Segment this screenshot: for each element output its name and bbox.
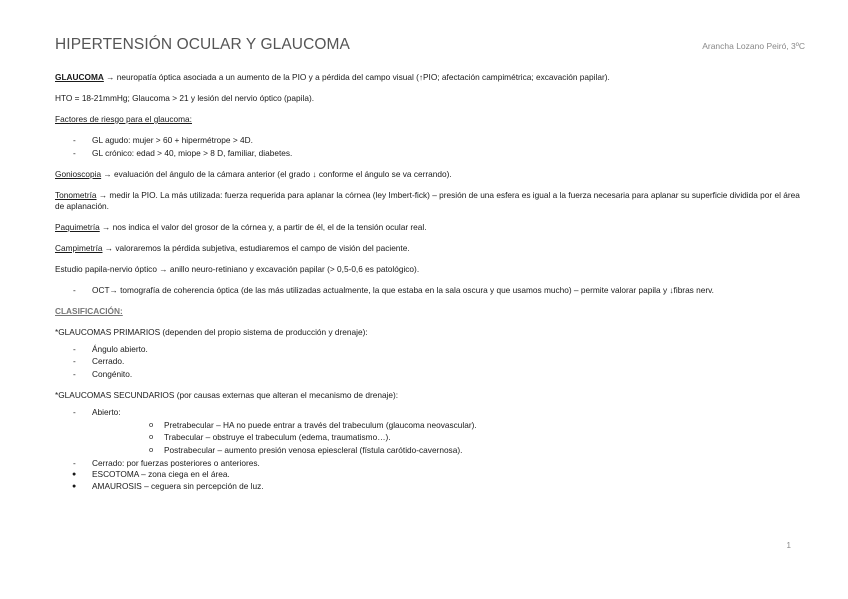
estudio-papila-line: Estudio papila-nervio óptico → anillo neuro-retiniano y excavación papilar (> 0,5-0,6 es patológico). [55, 263, 420, 274]
list-item: - GL crónico: edad > 40, miope > 8 D, familiar, diabetes. [55, 148, 805, 159]
oct-list [55, 285, 805, 296]
paquimetria-term: Paquimetría [55, 221, 100, 232]
campimetria-term: Campimetría [55, 242, 103, 253]
list-item: ● AMAUROSIS – ceguera sin percepción de luz. [55, 481, 805, 492]
campimetria-paragraph [55, 243, 805, 254]
tonometria-term: Tonometría [55, 189, 97, 200]
page-title: HIPERTENSIÓN OCULAR Y GLAUCOMA [55, 36, 350, 53]
list-item: - Ángulo abierto. [55, 344, 805, 355]
tonometria-text: → medir la PIO. La más utilizada: fuerza requerida para aplanar la córnea (ley Imbert-fick) – presión de una esfera es igual a la fuerza necesaria para aplanar su superficie dividida por el área de aplanación. [55, 189, 800, 211]
list-item: - Congénito. [55, 369, 805, 380]
risk-heading: Factores de riesgo para el glaucoma: [55, 114, 192, 124]
campimetria-text: → valoraremos la pérdida subjetiva, estudiaremos el campo de visión del paciente. [102, 242, 410, 253]
sub-list-item: o Postrabecular – aumento presión venosa epiescleral (fístula carótido-cavernosa). [92, 445, 805, 456]
list-item [55, 407, 805, 456]
paquimetria-text: → nos indica el valor del grosor de la córnea y, a partir de él, el de la tensión ocular real. [99, 221, 427, 232]
primarios-heading: *GLAUCOMAS PRIMARIOS (dependen del propio sistema de producción y drenaje): [55, 326, 368, 337]
document-body [55, 72, 805, 494]
list-item: - OCT→ tomografía de coherencia óptica (de las más utilizadas actualmente, la que estaba en la sala oscura y que usamos mucho) – permite valorar papila y ↓fibras nerv. [55, 285, 805, 296]
tonometria-paragraph [55, 190, 805, 212]
glaucoma-text: → neuropatía óptica asociada a un aumento de la PIO y a pérdida del campo visual (↑PIO; afectación campimétrica; excavación papilar). [103, 72, 610, 82]
primarios-list [55, 344, 805, 380]
list-item: ● ESCOTOMA – zona ciega en el área. [55, 469, 805, 480]
sub-list-item: o Pretrabecular – HA no puede entrar a través del trabeculum (glaucoma neovascular). [92, 420, 805, 431]
secundarios-heading: *GLAUCOMAS SECUNDARIOS (por causas externas que alteran el mecanismo de drenaje): [55, 389, 399, 400]
abierto-sublist [92, 420, 805, 456]
gonioscopia-term: Gonioscopia [55, 168, 102, 179]
clasificacion-heading: CLASIFICACIÓN: [55, 305, 123, 316]
list-item: - GL agudo: mujer > 60 + hipermétrope > 4D. [55, 135, 805, 146]
list-item: - Cerrado. [55, 356, 805, 367]
sub-list-item: o Trabecular – obstruye el trabeculum (edema, traumatismo…). [92, 432, 805, 443]
author-header: Arancha Lozano Peiró, 3ºC [702, 41, 805, 51]
hto-line: HTO = 18-21mmHg; Glaucoma > 21 y lesión del nervio óptico (papila). [55, 93, 315, 103]
secundarios-list [55, 407, 805, 469]
risk-list [55, 135, 805, 159]
abierto-label: Abierto: [92, 406, 121, 417]
page-number: 1 [786, 541, 791, 550]
glaucoma-term: GLAUCOMA [55, 72, 104, 82]
list-item: - Cerrado: por fuerzas posteriores o anteriores. [55, 458, 805, 469]
glaucoma-definition [55, 72, 805, 83]
paquimetria-paragraph [55, 222, 805, 233]
gonioscopia-text: → evaluación del ángulo de la cámara anterior (el grado ↓ conforme el ángulo se va cerrando). [101, 168, 452, 179]
gonioscopia-paragraph [55, 169, 805, 180]
bullet-list [55, 469, 805, 493]
